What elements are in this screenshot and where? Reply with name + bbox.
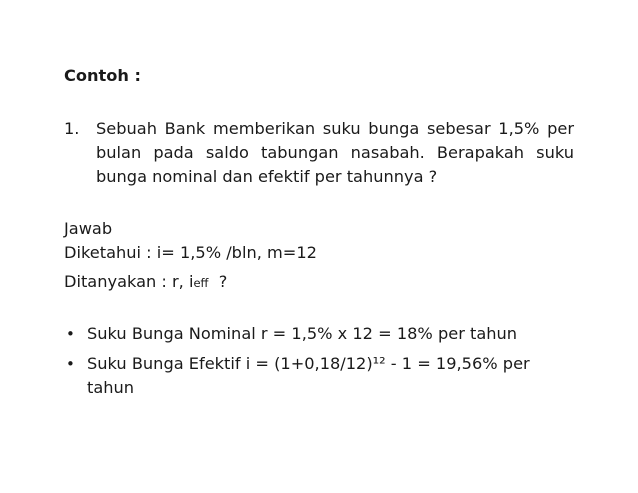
asked-prefix: Ditanyakan : r, i [64, 272, 194, 291]
heading: Contoh : [64, 66, 142, 85]
answer-label: Jawab [64, 219, 113, 238]
nominal-rate: Suku Bunga Nominal r = 1,5% x 12 = 18% per tahun [87, 324, 518, 343]
asked-suffix: ? [208, 272, 228, 291]
effective-rate-line-2: tahun [87, 378, 135, 397]
problem-line-1: Sebuah Bank memberikan suku bunga sebesar 1,5% per [96, 119, 574, 138]
asked-values [64, 270, 227, 295]
bullet-marker: • [66, 325, 75, 343]
bullet-marker: • [66, 355, 75, 373]
known-values: Diketahui : i= 1,5% /bln, m=12 [64, 243, 317, 262]
problem-line-2: bulan pada saldo tabungan nasabah. Berapakah suku [96, 143, 574, 162]
problem-number: 1. [64, 119, 80, 138]
effective-rate-line-1: Suku Bunga Efektif i = (1+0,18/12)¹² - 1 = 19,56% per [87, 354, 530, 373]
asked-subscript: eff [193, 276, 209, 290]
problem-line-3: bunga nominal dan efektif per tahunnya ? [96, 167, 438, 186]
